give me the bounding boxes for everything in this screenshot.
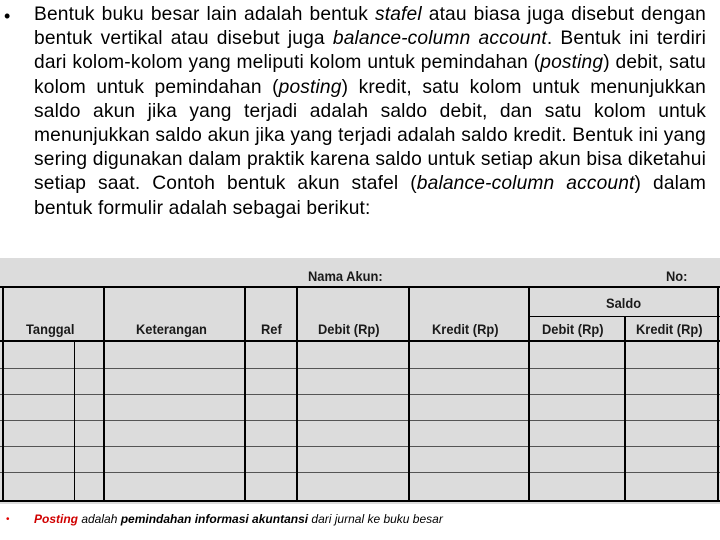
footnote-bullet: •	[6, 514, 10, 525]
footnote-text	[34, 512, 443, 526]
italic-term: posting	[540, 52, 604, 74]
col-debit: Debit (Rp)	[318, 321, 380, 337]
header-bottom-border	[0, 340, 720, 342]
text-run: Bentuk buku besar lain adalah bentuk	[34, 4, 375, 25]
body-paragraph	[34, 3, 706, 221]
col-keterangan: Keterangan	[136, 321, 207, 337]
italic-term: balance-column account	[416, 173, 635, 195]
row-line	[0, 394, 720, 395]
text-run: ) kredit, satu kolom untuk menunjukkan saldo akun jika yang terjadi adalah saldo debit, dan satu kolom untuk menunjukkan saldo akun jika yang terjadi adalah saldo kredit. Bentuk ini yang sering digunakan dalam praktik karena saldo untuk setiap akun bisa diketahui setiap saat. Contoh bentuk akun stafel (	[34, 76, 706, 195]
account-no-label: No:	[666, 268, 688, 284]
text-run: adalah	[78, 512, 121, 526]
footnote-term: Posting	[34, 512, 78, 526]
saldo-label: Saldo	[606, 295, 642, 311]
col-border	[296, 286, 298, 502]
col-border	[244, 286, 246, 502]
ledger-top-border	[0, 286, 720, 288]
col-ref: Ref	[261, 321, 282, 337]
ledger-form-image	[0, 258, 720, 504]
text-run: atau biasa juga disebut dengan bentuk vertikal atau disebut juga	[34, 4, 706, 50]
col-border	[528, 286, 530, 502]
ledger-bottom-border	[0, 500, 720, 502]
row-line	[0, 420, 720, 421]
footnote-emphasis: pemindahan informasi akuntansi	[120, 512, 309, 526]
italic-term: balance-column account	[332, 28, 547, 50]
col-border	[74, 340, 75, 502]
italic-term: stafel	[375, 4, 422, 25]
italic-term: posting	[278, 76, 342, 98]
col-kredit: Kredit (Rp)	[432, 321, 499, 337]
paragraph-bullet: •	[4, 6, 11, 26]
col-border	[717, 286, 719, 502]
col-tanggal: Tanggal	[26, 321, 75, 337]
col-border	[103, 286, 105, 502]
row-line	[0, 472, 720, 473]
row-line	[0, 368, 720, 369]
account-name-label: Nama Akun:	[308, 268, 383, 284]
col-saldo-debit: Debit (Rp)	[542, 321, 604, 337]
row-line	[0, 446, 720, 447]
col-border	[2, 286, 4, 502]
text-run: . Bentuk ini terdiri dari kolom-kolom yang meliputi kolom untuk pemindahan (	[34, 28, 706, 74]
text-run: ) debit, satu kolom untuk pemindahan (	[34, 52, 706, 98]
col-border	[624, 316, 626, 502]
col-border	[408, 286, 410, 502]
text-run: dari jurnal ke buku besar	[308, 512, 443, 526]
text-run: ) dalam bentuk formulir adalah sebagai berikut:	[34, 173, 707, 219]
col-saldo-kredit: Kredit (Rp)	[636, 321, 703, 337]
